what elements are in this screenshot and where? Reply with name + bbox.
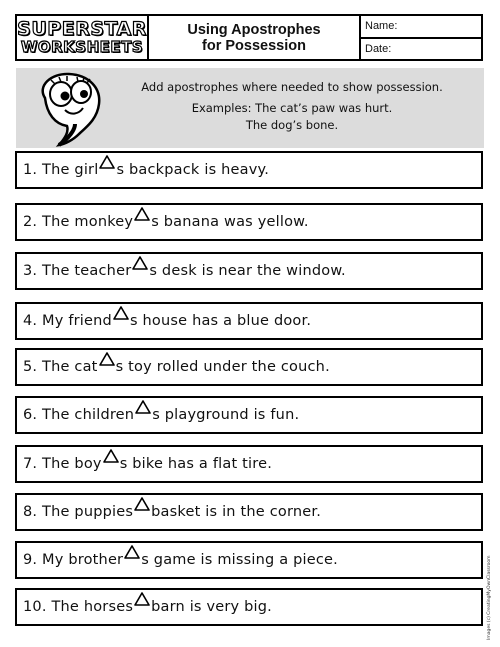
logo-line2: WORKSHEETS [20, 38, 144, 56]
sentence-row[interactable] [15, 396, 483, 434]
sentence-start: 5. The cat [23, 359, 98, 375]
sentence-row[interactable] [15, 348, 483, 386]
example-line1: Examples: The cat’s paw was hurt. [191, 101, 393, 115]
sentence-end: s bike has a flat tire. [119, 456, 273, 472]
title-line1: Using Apostrophes [187, 21, 321, 38]
example-line2: The dog’s bone. [245, 118, 339, 132]
instructions-panel [16, 68, 484, 148]
worksheet-title [149, 16, 361, 59]
sentence-start: 10. The horses [23, 599, 134, 615]
sentence-end: s house has a blue door. [129, 313, 312, 329]
sentence-end: s game is missing a piece. [141, 552, 338, 568]
sentence-end: basket is in the corner. [151, 504, 322, 520]
caret-triangle-icon [134, 207, 150, 221]
sentence-row[interactable] [15, 252, 483, 290]
caret-triangle-icon [99, 155, 115, 169]
sentence-row[interactable] [15, 588, 483, 626]
sentence-row[interactable] [15, 203, 483, 241]
sentence-start: 7. The boy [23, 456, 102, 472]
caret-triangle-icon [124, 545, 140, 559]
name-field[interactable]: Name: [365, 20, 398, 32]
sentence-end: s toy rolled under the couch. [115, 359, 330, 375]
caret-triangle-icon [134, 497, 150, 511]
apostrophe-mascot-icon [21, 68, 121, 148]
sentence-end: s banana was yellow. [151, 214, 309, 230]
superstar-logo [17, 16, 149, 59]
sentence-start: 8. The puppies [23, 504, 134, 520]
sentence-start: 1. The girl [23, 162, 99, 178]
caret-triangle-icon [113, 306, 129, 320]
name-date-box [361, 16, 481, 59]
sentence-end: s backpack is heavy. [116, 162, 270, 178]
sentence-row[interactable] [15, 302, 483, 340]
sentence-start: 6. The children [23, 407, 135, 423]
sentence-start: 3. The teacher [23, 263, 132, 279]
sentence-start: 9. My brother [23, 552, 124, 568]
sentence-start: 2. The monkey [23, 214, 134, 230]
sentence-row[interactable] [15, 151, 483, 189]
caret-triangle-icon [99, 352, 115, 366]
image-credit: Images (c) CreatingMyOwnClassroom [487, 555, 492, 640]
logo-line1: SUPERSTAR [17, 18, 147, 40]
sentence-end: barn is very big. [151, 599, 272, 615]
title-line2: for Possession [202, 37, 306, 54]
instruction-text: Add apostrophes where needed to show possession. [141, 80, 443, 94]
caret-triangle-icon [132, 256, 148, 270]
sentence-row[interactable] [15, 541, 483, 579]
sentence-row[interactable] [15, 493, 483, 531]
date-field[interactable]: Date: [361, 37, 481, 60]
sentence-row[interactable] [15, 445, 483, 483]
caret-triangle-icon [134, 592, 150, 606]
worksheet-header [15, 14, 483, 61]
sentence-start: 4. My friend [23, 313, 112, 329]
caret-triangle-icon [103, 449, 119, 463]
sentence-end: s desk is near the window. [149, 263, 346, 279]
caret-triangle-icon [135, 400, 151, 414]
sentence-end: s playground is fun. [152, 407, 300, 423]
